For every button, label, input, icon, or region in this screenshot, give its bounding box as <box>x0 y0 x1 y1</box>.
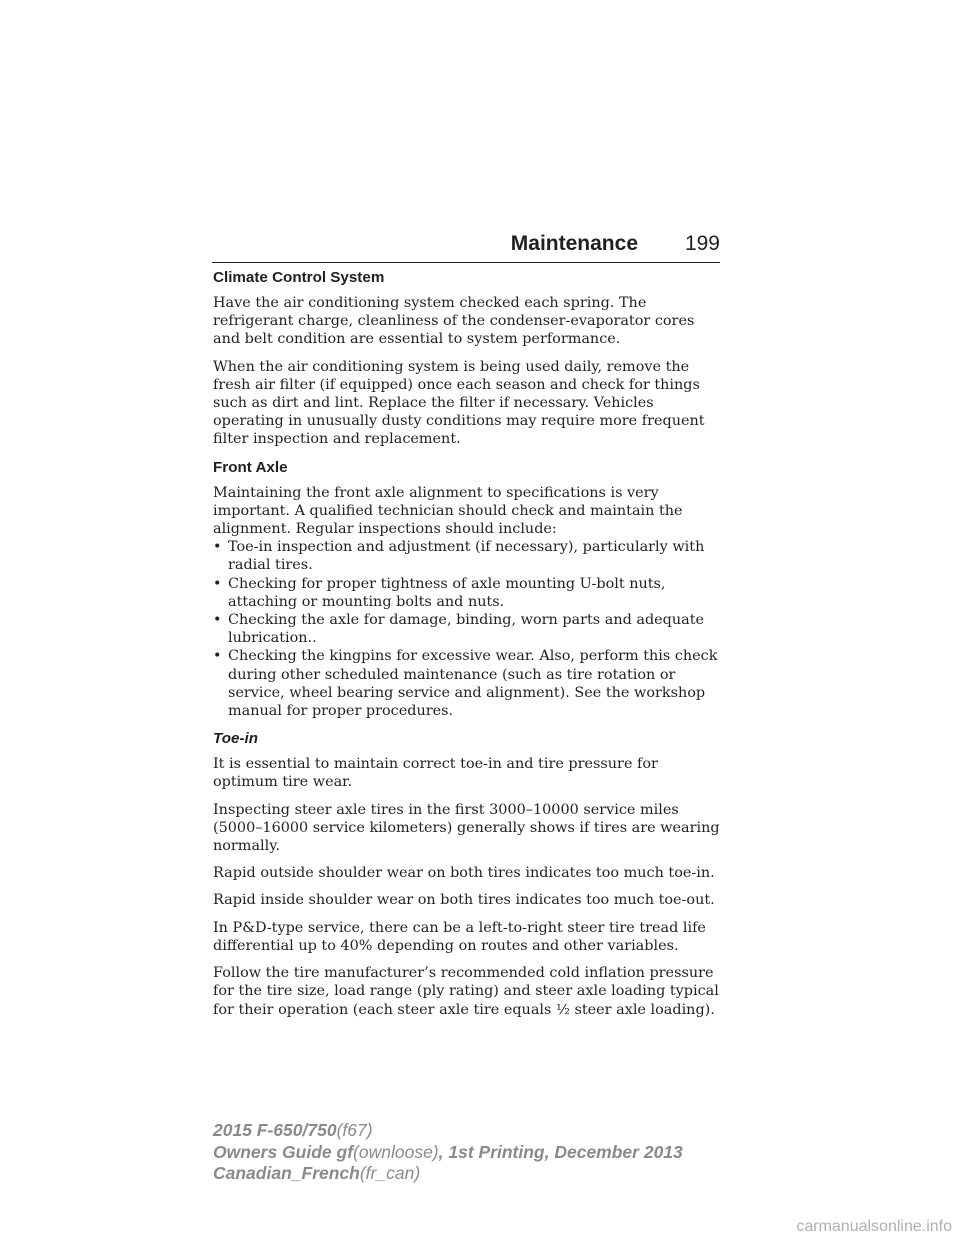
toe-in-paragraph-5: In P&D-type service, there can be a left-to-right steer tire tread life differential up to 40% depending on routes and other variables. <box>213 919 706 954</box>
list-item <box>213 611 725 647</box>
page-content <box>213 268 725 1028</box>
front-axle-heading: Front Axle <box>213 458 288 476</box>
footer-line-language: Canadian_French(fr_can) <box>213 1163 421 1183</box>
inspection-list <box>213 538 725 720</box>
site-watermark: carmanualsonline.info <box>796 1218 952 1235</box>
list-item <box>213 575 725 611</box>
climate-paragraph-1: Have the air conditioning system checked each spring. The refrigerant charge, cleanliness of the condenser-evaporator cores and belt condition are essential to system performance. <box>213 295 695 348</box>
page-number: 199 <box>684 232 720 255</box>
list-item <box>213 538 725 574</box>
list-item-text: Checking the kingpins for excessive wear. Also, perform this check during other scheduled maintenance (such as tire rotation or service, wheel bearing service and alignment). See the workshop manual for proper procedures. <box>228 648 718 720</box>
front-axle-intro: Maintaining the front axle alignment to specifications is very important. A qualified technician should check and maintain the alignment. Regular inspections should include: <box>213 484 683 538</box>
toe-in-paragraph-6: Follow the tire manufacturer’s recommended cold inflation pressure for the tire size, load range (ply rating) and steer axle loading typical for their operation (each steer axle tire equals ½ steer axle loading). <box>213 965 719 1018</box>
toe-in-paragraph-3: Rapid outside shoulder wear on both tires indicates too much toe-in. <box>213 865 715 882</box>
bullet-icon: • <box>213 575 222 592</box>
list-item <box>213 647 725 720</box>
list-item-text: Toe-in inspection and adjustment (if necessary), particularly with radial tires. <box>228 539 705 574</box>
bullet-icon: • <box>213 612 222 629</box>
bullet-icon: • <box>213 539 222 556</box>
section-title: Maintenance <box>510 232 638 255</box>
toe-in-heading: Toe-in <box>213 730 258 748</box>
toe-in-paragraph-4: Rapid inside shoulder wear on both tires indicates too much toe-out. <box>213 892 715 909</box>
list-item-text: Checking the axle for damage, binding, worn parts and adequate lubrication.. <box>228 612 705 647</box>
climate-paragraph-2: When the air conditioning system is being used daily, remove the fresh air filter (if equipped) once each season and check for things such as dirt and lint. Replace the filter if necessary. Vehicles operating in unusually dusty conditions may require more frequent filter inspection and replacement. <box>213 358 705 448</box>
footer-line-guide: Owners Guide gf(ownloose), 1st Printing, December 2013 <box>213 1141 683 1162</box>
climate-heading: Climate Control System <box>213 269 385 286</box>
print-footer <box>213 1120 683 1185</box>
footer-line-model: 2015 F-650/750(f67) <box>213 1120 373 1140</box>
toe-in-paragraph-2: Inspecting steer axle tires in the first 3000–10000 service miles (5000–16000 service kilometers) generally shows if tires are wearing normally. <box>213 801 720 855</box>
list-item-text: Checking for proper tightness of axle mounting U-bolt nuts, attaching or mounting bolts and nuts. <box>228 575 666 610</box>
bullet-icon: • <box>213 648 222 665</box>
toe-in-paragraph-1: It is essential to maintain correct toe-in and tire pressure for optimum tire wear. <box>213 756 658 791</box>
page-header <box>212 228 720 263</box>
